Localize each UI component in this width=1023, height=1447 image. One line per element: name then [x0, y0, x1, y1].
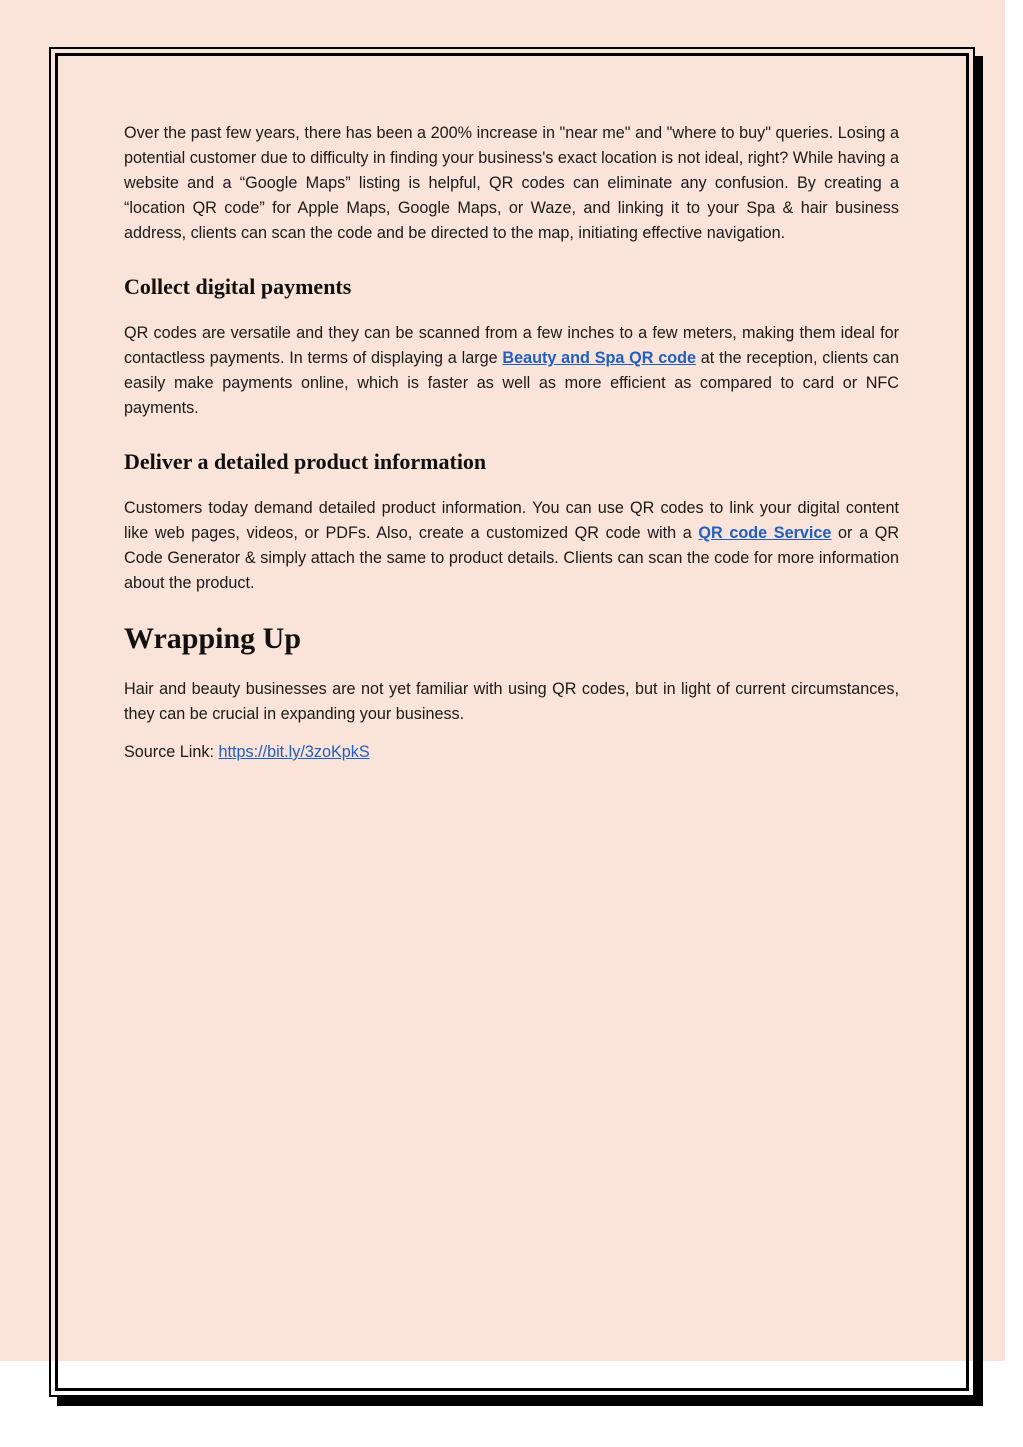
wrapping-up-heading: Wrapping Up — [124, 622, 302, 655]
payments-text-after: at the reception, clients can easily make payments online, which is faster as well as more efficient as compared to card or NFC payments. — [124, 349, 900, 417]
source-label: Source Link: — [124, 743, 219, 761]
beauty-spa-qr-code-link[interactable]: Beauty and Spa QR code — [502, 349, 697, 367]
source-url-link[interactable]: https://bit.ly/3zoKpkS — [218, 743, 370, 761]
source-line — [124, 740, 899, 765]
wrapping-paragraph: Hair and beauty businesses are not yet familiar with using QR codes, but in light of current circumstances, they can be crucial in expanding your business. — [124, 680, 899, 723]
payments-text-before: QR codes are versatile and they can be scanned from a few inches to a few meters, making them ideal for contactless payments. In terms of displaying a large — [124, 324, 899, 367]
product-text-after: or a QR Code Generator & simply attach the same to product details. Clients can scan the code for more information about the product. — [124, 524, 900, 592]
payments-heading: Collect digital payments — [124, 274, 352, 299]
product-heading: Deliver a detailed product information — [124, 449, 487, 474]
qr-code-service-link[interactable]: QR code Service — [698, 524, 832, 542]
intro-paragraph: Over the past few years, there has been a 200% increase in "near me" and "where to buy" queries. Losing a potential customer due to difficulty in finding your business's exact location is not ideal, right? While having a website and a “Google Maps” listing is helpful, QR codes can eliminate any confusion. By creating a “location QR code” for Apple Maps, Google Maps, or Waze, and linking it to your Spa & hair business address, clients can scan the code and be directed to the map, initiating effective navigation. — [124, 124, 899, 242]
product-paragraph — [124, 496, 899, 596]
payments-paragraph — [124, 321, 899, 421]
product-text-before: Customers today demand detailed product information. You can use QR codes to link your digital content like web pages, videos, or PDFs. Also, create a customized QR code with a — [124, 499, 899, 542]
document-content — [124, 121, 899, 765]
